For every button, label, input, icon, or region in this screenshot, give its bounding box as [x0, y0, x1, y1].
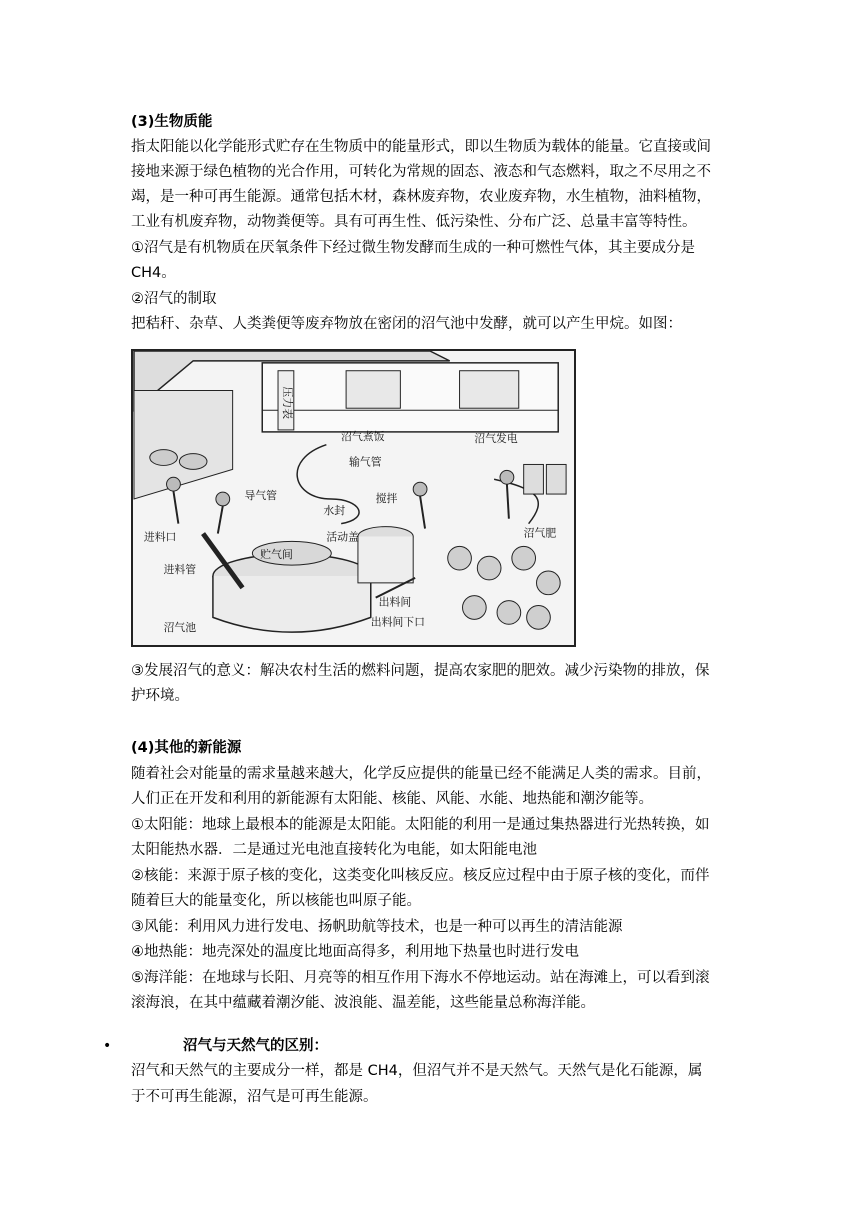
label-stir: 搅拌 [375, 491, 398, 505]
paragraph-line: ①太阳能：地球上最根本的能源是太阳能。太阳能的利用一是通过集热器进行光热转换，如 [131, 817, 710, 833]
label-water-seal: 水封 [323, 503, 346, 517]
label-pipe: 输气管 [349, 455, 382, 469]
label-outlet-room: 出料间 [378, 595, 412, 609]
label-feed-pipe: 进料管 [163, 562, 197, 576]
paragraph-line: ③风能：利用风力进行发电、扬帆助航等技术，也是一种可以再生的清洁能源 [131, 919, 623, 935]
label-outlet-lower: 出料间下口 [370, 615, 425, 629]
label-storage: 贮气间 [260, 548, 293, 562]
paragraph-line: 接地来源于绿色植物的光合作用，可转化为常规的固态、液态和气态燃料，取之不尽用之不 [131, 164, 711, 180]
label-pressure-gauge: 压力表 [280, 386, 294, 420]
label-cooking: 沼气煮饭 [341, 429, 385, 443]
label-power: 沼气发电 [474, 431, 518, 445]
paragraph-line: 人们正在开发和利用的新能源有太阳能、核能、风能、水能、地热能和潮汐能等。 [131, 791, 653, 807]
paragraph-line: 竭，是一种可再生能源。通常包括木材，森林废弃物，农业废弃物，水生植物，油料植物， [131, 189, 711, 205]
paragraph-line: ④地热能：地壳深处的温度比地面高得多，利用地下热量也时进行发电 [131, 944, 579, 960]
paragraph-line: 随着社会对能量的需求量越来越大，化学反应提供的能量已经不能满足人类的需求。目前， [131, 766, 711, 782]
paragraph-line: ②沼气的制取 [131, 291, 217, 307]
label-feed-inlet: 进料口 [143, 530, 177, 544]
paragraph-line: CH4。 [131, 265, 176, 281]
bullet-title: 沼气与天然气的区别： [183, 1038, 328, 1054]
label-guide-pipe: 导气管 [244, 488, 278, 502]
paragraph-line: ③发展沼气的意义：解决农村生活的燃料问题，提高农家肥的肥效。减少污染物的排放，保 [131, 663, 710, 679]
label-movable-lid: 活动盖 [326, 530, 359, 544]
paragraph-line: 于不可再生能源，沼气是可再生能源。 [131, 1089, 378, 1105]
paragraph-line: ①沼气是有机物质在厌氧条件下经过微生物发酵而生成的一种可燃性气体，其主要成分是 [131, 240, 695, 256]
section3-heading: (3)生物质能 [131, 114, 213, 130]
paragraph-line: 沼气和天然气的主要成分一样，都是 CH4，但沼气并不是天然气。天然气是化石能源，属 [131, 1063, 703, 1079]
paragraph-line: 随着巨大的能量变化，所以核能也叫原子能。 [131, 893, 421, 909]
label-digester: 沼气池 [163, 621, 197, 635]
biogas-diagram [131, 349, 576, 647]
paragraph-line: 滚海浪，在其中蕴藏着潮汐能、波浪能、温差能，这些能量总称海洋能。 [131, 995, 595, 1011]
paragraph-line: 护环境。 [131, 688, 189, 704]
paragraph-line: 指太阳能以化学能形式贮存在生物质中的能量形式，即以生物质为载体的能量。它直接或间 [131, 139, 711, 155]
paragraph-line: ⑤海洋能：在地球与长阳、月亮等的相互作用下海水不停地运动。站在海滩上，可以看到滚 [131, 970, 710, 986]
label-fertilizer: 沼气肥 [523, 526, 557, 540]
paragraph-line: ②核能：来源于原子核的变化，这类变化叫核反应。核反应过程中由于原子核的变化，而伴 [131, 868, 710, 884]
paragraph-line: 工业有机废弃物，动物粪便等。具有可再生性、低污染性、分布广泛、总量丰富等特性。 [131, 214, 697, 230]
paragraph-line: 太阳能热水器．二是通过光电池直接转化为电能，如太阳能电池 [131, 842, 537, 858]
paragraph-line: 把秸秆、杂草、人类粪便等废弃物放在密闭的沼气池中发酵，就可以产生甲烷。如图： [131, 316, 682, 332]
section4-heading: (4)其他的新能源 [131, 740, 242, 756]
bullet-marker: • [103, 1038, 112, 1054]
